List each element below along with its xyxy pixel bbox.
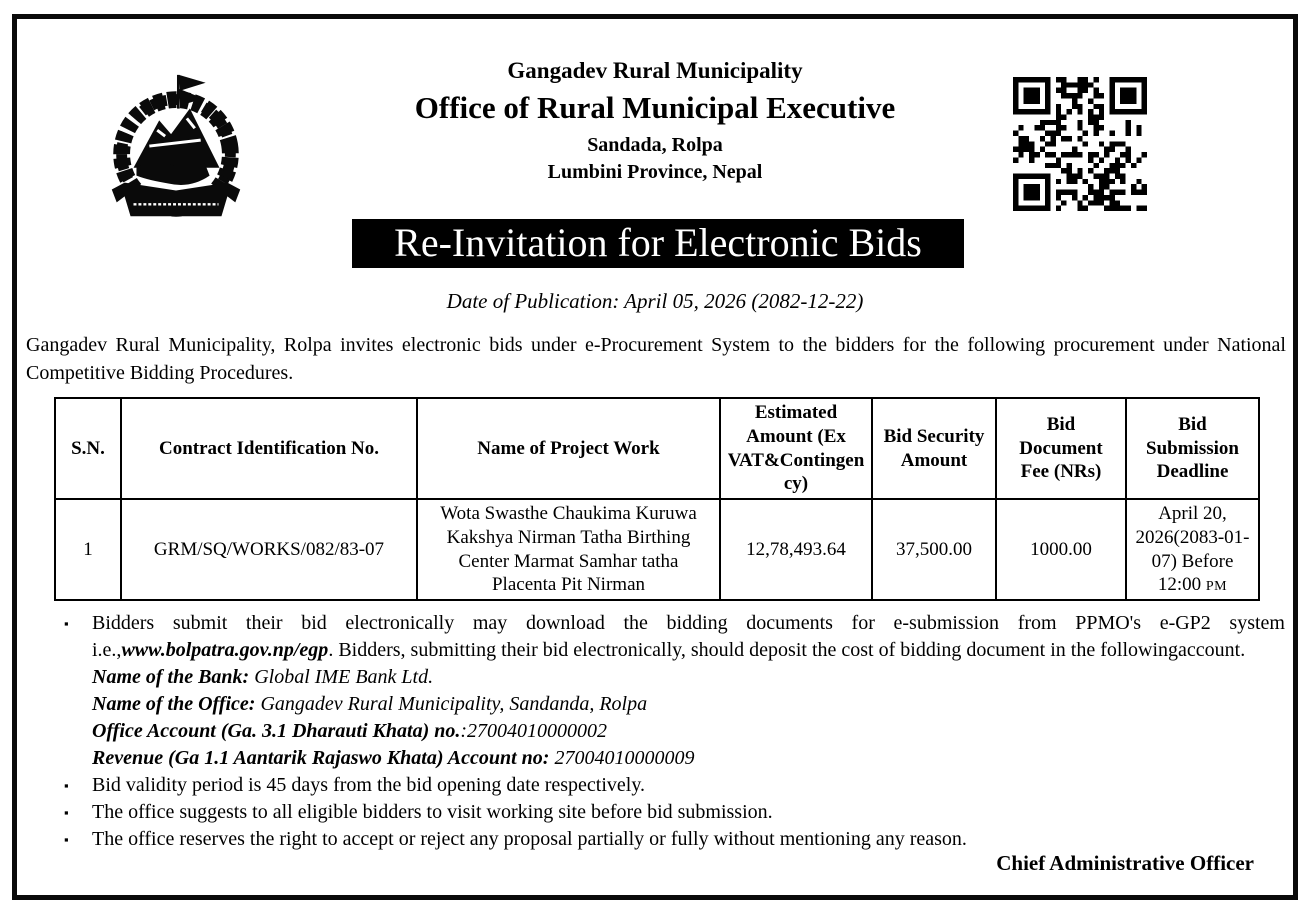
notice-title: Re-Invitation for Electronic Bids [352,219,964,268]
cell-document-fee: 1000.00 [996,499,1126,600]
office-name: Office of Rural Municipal Executive [414,90,896,126]
col-header-document-fee: Bid Document Fee (NRs) [996,398,1126,499]
bank-name-label: Name of the Bank: [92,666,250,688]
signatory-title: Chief Administrative Officer [996,851,1254,875]
note-download-text: Bidders submit their bid electronically may download the bidding documents for e-submission from PPMO's e-GP2 system i.e., [92,612,1285,661]
col-header-contract-id: Contract Identification No. [121,398,417,499]
cell-project-name: Wota Swasthe Chaukima Kuruwa Kakshya Nirman Tatha Birthing Center Marmat Samhar tatha Placenta Pit Nirman [417,499,720,600]
col-header-project-name: Name of Project Work [417,398,720,499]
note-download [64,610,1285,664]
note-rights [64,826,1285,853]
bank-name-value: Global IME Bank Ltd. [249,666,434,688]
cell-contract-id: GRM/SQ/WORKS/082/83-07 [121,499,417,600]
intro-paragraph: Gangadev Rural Municipality, Rolpa invites electronic bids under e-Procurement System to the bidders for the following procurement under National Competitive Bidding Procedures. [26,334,1286,384]
municipality-name: Gangadev Rural Municipality [507,58,803,83]
note-validity-text: Bid validity period is 45 days from the bid opening date respectively. [92,774,646,796]
bids-table [54,397,1260,601]
cell-estimated-amount: 12,78,493.64 [720,499,872,600]
col-header-deadline: Bid Submission Deadline [1126,398,1259,499]
note-validity [64,772,1285,799]
office-account-number: :27004010000002 [460,720,608,742]
revenue-account-line [92,745,1285,772]
note-rights-text: The office reserves the right to accept or reject any proposal partially or fully without mentioning any reason. [92,828,967,850]
table-row [55,499,1259,600]
office-account-line [92,718,1285,745]
revenue-account-number: 27004010000009 [549,747,695,769]
bank-name-line [92,664,1285,691]
cell-deadline [1126,499,1259,600]
notes-section [64,610,1285,853]
publication-date: Date of Publication: April 05, 2026 (2082-12-22) [446,289,864,313]
office-account-label: Office Account (Ga. 3.1 Dharauti Khata) no. [92,720,461,742]
nepal-emblem-icon [92,70,260,228]
deadline-text: April 20, 2026(2083-01-07) Before 12:00 [1135,503,1250,596]
office-address: Sandada, Rolpa [587,134,723,157]
letterhead [280,58,1030,188]
col-header-sn: S.N. [55,398,121,499]
col-header-bid-security: Bid Security Amount [872,398,996,499]
office-province: Lumbini Province, Nepal [547,161,763,184]
bullet-square-icon: ▪ [64,805,69,820]
office-name-line [92,691,1285,718]
cell-bid-security: 37,500.00 [872,499,996,600]
note-site-visit [64,799,1285,826]
egp-url: www.bolpatra.gov.np/egp [121,639,329,661]
table-header-row [55,398,1259,499]
office-name-value: Gangadev Rural Municipality, Sandanda, Rolpa [255,693,648,715]
cell-sn: 1 [55,499,121,600]
bullet-square-icon: ▪ [64,778,69,793]
note-download-text-2: . Bidders, submitting their bid electronically, should deposit the cost of bidding document in the followingaccount. [328,639,1246,661]
deadline-ampm: PM [1205,579,1228,595]
col-header-estimated-amount: Estimated Amount (Ex VAT&Contingency) [720,398,872,499]
bullet-square-icon: ▪ [64,616,69,631]
note-site-visit-text: The office suggests to all eligible bidders to visit working site before bid submission. [92,801,773,823]
bullet-square-icon: ▪ [64,832,69,847]
revenue-account-label: Revenue (Ga 1.1 Aantarik Rajaswo Khata) Account no: [92,747,550,769]
office-name-label: Name of the Office: [92,693,256,715]
qr-code [1013,76,1147,212]
